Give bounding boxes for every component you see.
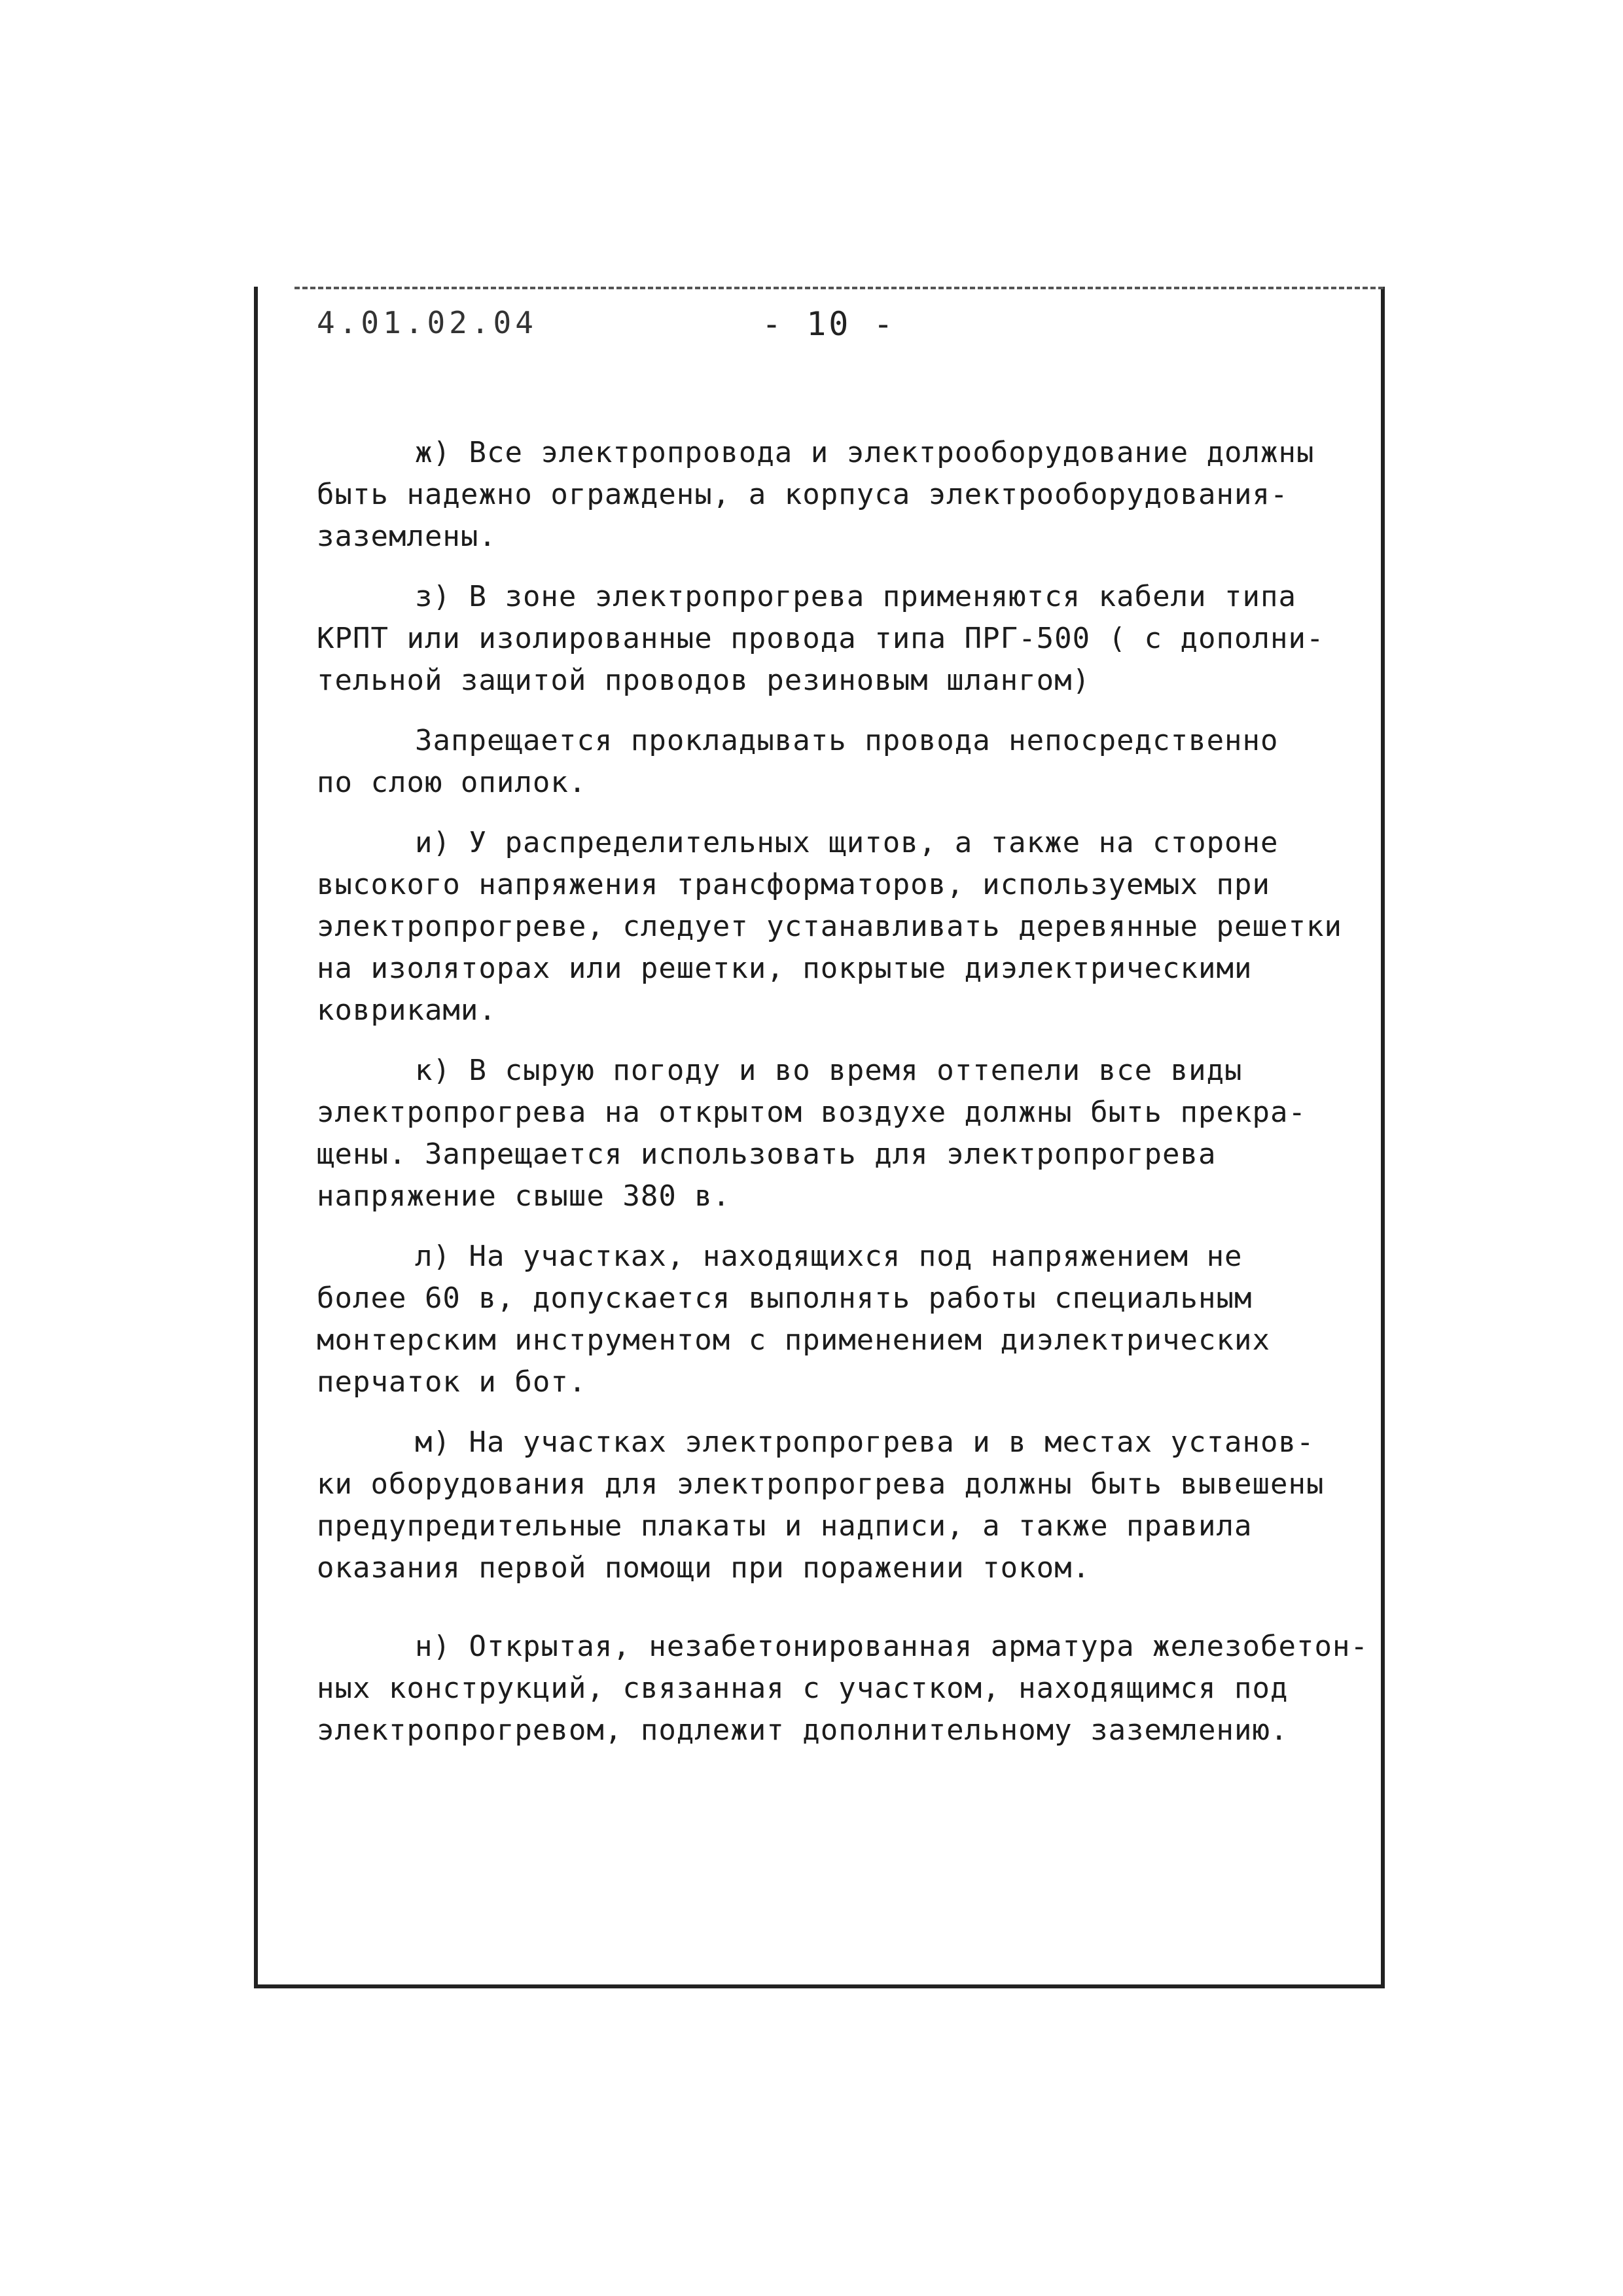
- text-line: заземлены.: [317, 520, 497, 553]
- text-line: ж) Все электропровода и электрооборудование должны: [415, 436, 1315, 469]
- text-line: быть надежно ограждены, а корпуса электрооборудования-: [317, 478, 1289, 511]
- text-line: электропрогрева на открытом воздухе должны быть прекра-: [317, 1096, 1306, 1129]
- paragraph-prohibition: [317, 720, 1364, 804]
- text-line: КРПТ или изолированные провода типа ПРГ-500 ( с дополни-: [317, 622, 1325, 655]
- text-line: щены. Запрещается использовать для электропрогрева: [317, 1138, 1217, 1171]
- text-line: на изоляторах или решетки, покрытые диэлектрическими: [317, 952, 1253, 985]
- text-line: Запрещается прокладывать провода непосредственно: [415, 724, 1279, 757]
- text-line: высокого напряжения трансформаторов, используемых при: [317, 868, 1270, 901]
- text-line: электропрогревом, подлежит дополнительному заземлению.: [317, 1713, 1289, 1747]
- text-line: ковриками.: [317, 994, 497, 1027]
- text-line: напряжение свыше 380 в.: [317, 1179, 731, 1213]
- text-line: монтерским инструментом с применением диэлектрических: [317, 1323, 1270, 1357]
- text-line: н) Открытая, незабетонированная арматура железобетон-: [415, 1630, 1368, 1663]
- text-line: тельной защитой проводов резиновым шлангом): [317, 664, 1091, 697]
- text-line: ных конструкций, связанная с участком, находящимся под: [317, 1672, 1289, 1705]
- page-header: [317, 305, 1351, 351]
- paragraph-n: [317, 1626, 1368, 1751]
- text-line: оказания первой помощи при поражении током.: [317, 1551, 1091, 1585]
- text-line: м) На участках электропрогрева и в местах установ-: [415, 1426, 1315, 1459]
- paragraph-l: [317, 1236, 1364, 1403]
- text-line: л) На участках, находящихся под напряжением не: [415, 1240, 1243, 1273]
- paragraph-i: [317, 822, 1364, 1031]
- page-number: - 10 -: [762, 305, 896, 343]
- document-body: [317, 432, 1368, 1770]
- text-line: и) У распределительных щитов, а также на стороне: [415, 826, 1279, 859]
- page-frame-top-rule: [294, 287, 1383, 289]
- text-line: з) В зоне электропрогрева применяются кабели типа: [415, 580, 1297, 613]
- text-line: перчаток и бот.: [317, 1365, 587, 1399]
- paragraph-k: [317, 1050, 1364, 1217]
- text-line: электропрогреве, следует устанавливать деревянные решетки: [317, 910, 1342, 943]
- text-line: более 60 в, допускается выполнять работы специальным: [317, 1282, 1253, 1315]
- text-line: к) В сырую погоду и во время оттепели все виды: [415, 1054, 1243, 1087]
- document-code: 4.01.02.04: [317, 305, 537, 340]
- text-line: предупредительные плакаты и надписи, а также правила: [317, 1509, 1253, 1543]
- paragraph-z: [317, 576, 1364, 702]
- text-line: по слою опилок.: [317, 766, 587, 799]
- paragraph-m: [317, 1422, 1364, 1589]
- paragraph-zh: [317, 432, 1364, 558]
- text-line: ки оборудования для электропрогрева должны быть вывешены: [317, 1467, 1325, 1501]
